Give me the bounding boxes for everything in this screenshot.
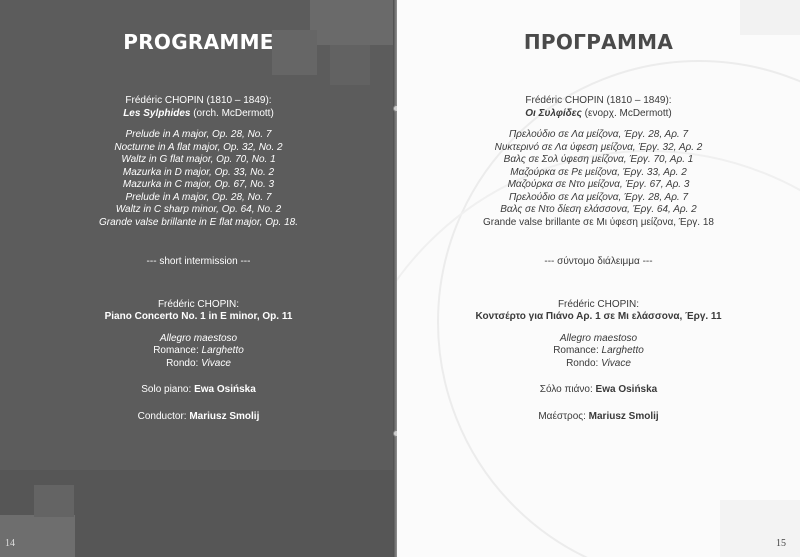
- decor-square: [34, 485, 74, 517]
- page-title: PROGRAMME: [123, 30, 274, 54]
- movement-label: Romance:: [153, 345, 202, 356]
- conductor-line: [0, 411, 397, 424]
- movement-line: [397, 345, 800, 358]
- conductor-name: Mariusz Smolij: [189, 410, 260, 422]
- piece-item: Νυκτερινό σε Λα ύφεση μείζονα, Έργ. 32, Αρ. 2: [494, 141, 703, 153]
- composer-line: Frédéric CHOPIN (1810 – 1849):: [525, 95, 672, 106]
- programme-english: [0, 95, 397, 423]
- piece-item: Πρελούδιο σε Λα μείζονα, Έργ. 28, Αρ. 7: [508, 129, 689, 140]
- concerto-title: Piano Concerto No. 1 in E minor, Op. 11: [104, 311, 293, 322]
- page-number: 14: [5, 538, 15, 549]
- movement-label: Rondo:: [566, 357, 602, 369]
- piece-item: Μαζούρκα σε Ντο μείζονα, Έργ. 67, Αρ. 3: [507, 179, 690, 190]
- programme-greek: [397, 95, 800, 423]
- movement-tempo: Larghetto: [601, 345, 644, 356]
- composer-line: Frédéric CHOPIN (1810 – 1849):: [125, 95, 272, 106]
- piece-item: Μαζούρκα σε Ρε μείζονα, Έργ. 33, Αρ. 2: [510, 166, 687, 178]
- piece-item: Prelude in A major, Op. 28, No. 7: [125, 129, 272, 140]
- conductor-name: Mariusz Smolij: [588, 410, 659, 422]
- soloist-label: Σόλο πιάνο:: [539, 384, 596, 395]
- intermission-line: --- short intermission ---: [146, 256, 251, 267]
- movement-line: [397, 358, 800, 371]
- movement-tempo: Larghetto: [201, 345, 244, 356]
- soloist-line: [0, 384, 397, 397]
- movement-line: [0, 358, 397, 371]
- movement-tempo: Vivace: [201, 357, 231, 369]
- soloist-name: Ewa Osińska: [194, 384, 256, 395]
- piece-item: Mazurka in D major, Op. 33, No. 2: [122, 166, 275, 178]
- soloist-label: Solo piano:: [141, 384, 195, 395]
- work-title: Les Sylphides: [123, 107, 191, 119]
- intermission-line: --- σύντομο διάλειμμα ---: [544, 256, 653, 267]
- piece-item: Βαλς σε Σολ ύφεση μείζονα, Έργ. 70, Αρ. 1: [503, 154, 694, 165]
- work-note: (orch. McDermott): [190, 107, 274, 119]
- piece-item: Waltz in G flat major, Op. 70, No. 1: [121, 154, 276, 165]
- conductor-label: Conductor:: [137, 410, 190, 422]
- concerto-title: Κοντσέρτο για Πιάνο Αρ. 1 σε Μι ελάσσονα, Έργ. 11: [475, 311, 722, 322]
- work-line: [0, 108, 397, 121]
- movement-line: [0, 345, 397, 358]
- soloist-line: [397, 384, 800, 397]
- right-page: [397, 0, 800, 557]
- piece-item: Mazurka in C major, Op. 67, No. 3: [122, 179, 275, 190]
- piece-item: Prelude in A major, Op. 28, No. 7: [125, 191, 272, 203]
- page-number: 15: [776, 538, 786, 549]
- left-page: [0, 0, 397, 557]
- piece-item: Waltz in C sharp minor, Op. 64, No. 2: [115, 204, 282, 215]
- movement-line: Allegro maestoso: [559, 332, 638, 344]
- work-note: (ενορχ. McDermott): [581, 107, 672, 119]
- composer-line: Frédéric CHOPIN:: [157, 298, 240, 310]
- decor-square: [0, 515, 75, 557]
- movement-tempo: Vivace: [601, 357, 631, 369]
- soloist-name: Ewa Osińska: [595, 384, 658, 395]
- movement-label: Rondo:: [166, 357, 202, 369]
- conductor-line: [397, 411, 800, 424]
- decor-square: [720, 500, 800, 557]
- work-title: Οι Συλφίδες: [525, 107, 582, 119]
- conductor-label: Μαέστρος:: [538, 410, 589, 422]
- movement-label: Romance:: [553, 345, 602, 356]
- movement-line: Allegro maestoso: [159, 332, 238, 344]
- composer-line: Frédéric CHOPIN:: [557, 298, 640, 310]
- piece-item: Πρελούδιο σε Λα μείζονα, Έργ. 28, Αρ. 7: [508, 191, 689, 203]
- piece-item: Nocturne in A flat major, Op. 32, No. 2: [114, 141, 283, 153]
- piece-item: Βαλς σε Ντο δίεση ελάσσονα, Έργ. 64, Αρ. 2: [500, 204, 697, 215]
- page-title: ΠΡΟΓΡΑΜΜΑ: [523, 30, 674, 54]
- piece-item: Grande valse brillante σε Μι ύφεση μείζονα, Έργ. 18: [482, 216, 714, 228]
- piece-item: Grande valse brillante in E flat major, Op. 18.: [99, 216, 298, 228]
- work-line: [397, 108, 800, 121]
